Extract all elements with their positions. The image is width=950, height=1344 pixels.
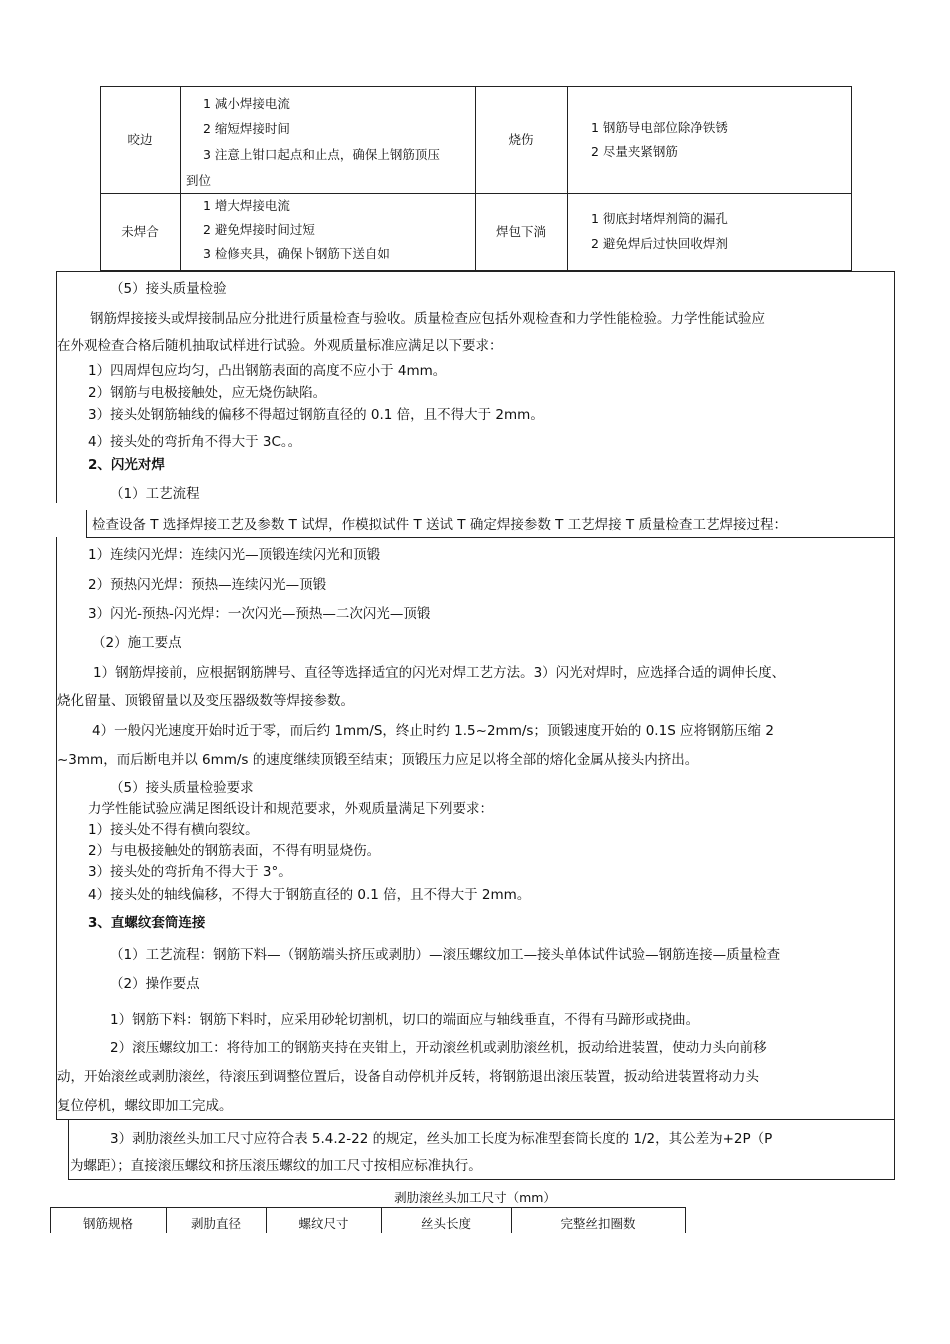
paragraph: 钢筋焊接接头或焊接制品应分批进行质量检查与验收。质量检查应包括外观检查和力学性能检验。力学性能试验应 [90,311,765,327]
paragraph: 1）钢筋焊接前，应根据钢筋牌号、直径等选择适宜的闪光对焊工艺方法。3）闪光对焊时，应选择合适的调伸长度、 [93,665,786,681]
list-item: 4）接头处的轴线偏移，不得大于钢筋直径的 0.1 倍，且不得大于 2mm。 [88,887,531,903]
list-item: 3）闪光-预热-闪光焊：一次闪光—预热—二次闪光—顶锻 [88,606,431,622]
table-header: 丝头长度 [420,1216,471,1231]
defect-fix: 2 缩短焊接时间 [203,121,290,136]
paragraph: 1）钢筋下料：钢筋下料时，应采用砂轮切割机，切口的端面应与轴线垂直，不得有马蹄形或挠曲。 [110,1012,700,1028]
defect-fix: 3 注意上钳口起点和止点，确保上钢筋顶压 [203,147,440,162]
subsection-heading: （2）操作要点 [110,976,200,992]
defect-fix: 2 避免焊后过快回收焊剂 [591,236,728,251]
list-item: 2）与电极接触处的钢筋表面，不得有明显烧伤。 [88,843,381,859]
defect-name: 烧伤 [508,132,534,147]
table-header: 完整丝扣圈数 [560,1216,636,1231]
defect-fix: 1 减小焊接电流 [203,96,290,111]
defect-name: 焊包下淌 [495,224,546,239]
paragraph: ~3mm，而后断电并以 6mm/s 的速度继续顶锻至结束；顶锻压力应足以将全部的熔化金属从接头内挤出。 [57,752,699,768]
list-item: 1）连续闪光焊：连续闪光—顶锻连续闪光和顶锻 [88,547,381,563]
section-heading: 2、闪光对焊 [88,457,165,473]
list-item: 3）接头处钢筋轴线的偏移不得超过钢筋直径的 0.1 倍，且不得大于 2mm。 [88,407,544,423]
paragraph: 力学性能试验应满足图纸设计和规范要求，外观质量满足下列要求： [88,801,493,817]
paragraph: 复位停机，螺纹即加工完成。 [57,1098,233,1114]
table-header: 螺纹尺寸 [298,1216,349,1231]
paragraph: 在外观检查合格后随机抽取试样进行试验。外观质量标准应满足以下要求： [57,338,503,354]
table-header: 钢筋规格 [82,1216,133,1231]
list-item: 1）接头处不得有横向裂纹。 [88,822,259,838]
paragraph: 烧化留量、顶锻留量以及变压器级数等焊接参数。 [57,693,354,709]
defect-fix: 到位 [186,173,212,188]
subsection-heading: （5）接头质量检验 [110,281,227,297]
defect-fix: 1 彻底封堵焊剂筒的漏孔 [591,211,728,226]
defect-fix: 3 检修夹具，确保卜钢筋下送自如 [203,246,390,261]
table-header: 剥肋直径 [190,1216,241,1231]
paragraph: 为螺距）；直接滚压螺纹和挤压滚压螺纹的加工尺寸按相应标准执行。 [70,1158,482,1174]
list-item: 4）接头处的弯折角不得大于 3C。。 [88,434,302,450]
list-item: 2）钢筋与电极接触处，应无烧伤缺陷。 [88,385,327,401]
paragraph: 3）剥肋滚丝头加工尺寸应符合表 5.4.2-22 的规定，丝头加工长度为标准型套筒长度的 1/2，其公差为+2P（P [110,1131,773,1147]
section-heading: 3、直螺纹套筒连接 [88,915,206,931]
defect-name: 咬边 [127,132,153,147]
defect-fix: 1 钢筋导电部位除净铁锈 [591,120,728,135]
list-item: 2）预热闪光焊：预热—连续闪光—顶锻 [88,577,327,593]
subsection-heading: （2）施工要点 [92,635,182,651]
defect-fix: 2 尽量夹紧钢筋 [591,144,678,159]
paragraph: 动，开始滚丝或剥肋滚丝，待滚压到调整位置后，设备自动停机并反转，将钢筋退出滚压装置，扳动给进装置将动力头 [57,1069,759,1085]
subsection-heading: （1）工艺流程 [110,486,200,502]
list-item: 1）四周焊包应均匀，凸出钢筋表面的高度不应小于 4mm。 [88,363,447,379]
paragraph: （1）工艺流程：钢筋下料—（钢筋端头挤压或剥肋）—滚压螺纹加工—接头单体试件试验—钢筋连接—质量检查 [110,947,781,963]
paragraph: 4）一般闪光速度开始时近于零，而后约 1mm/S，终止时约 1.5~2mm/s；顶锻速度开始的 0.1S 应将钢筋压缩 2 [92,723,774,739]
defect-name: 未焊合 [121,224,159,239]
defect-fix: 1 增大焊接电流 [203,198,290,213]
subsection-heading: （5）接头质量检验要求 [110,780,254,796]
table-caption: 剥肋滚丝头加工尺寸（mm） [394,1190,556,1205]
defect-fix: 2 避免焊接时间过短 [203,222,315,237]
paragraph: 2）滚压螺纹加工：将待加工的钢筋夹持在夹钳上，开动滚丝机或剥肋滚丝机，扳动给进装置，使动力头向前移 [110,1040,767,1056]
paragraph: 检查设备 T 选择焊接工艺及参数 T 试焊，作模拟试件 T 送试 T 确定焊接参数 T 工艺焊接 T 质量检查工艺焊接过程： [92,517,787,533]
list-item: 3）接头处的弯折角不得大于 3°。 [88,864,292,880]
